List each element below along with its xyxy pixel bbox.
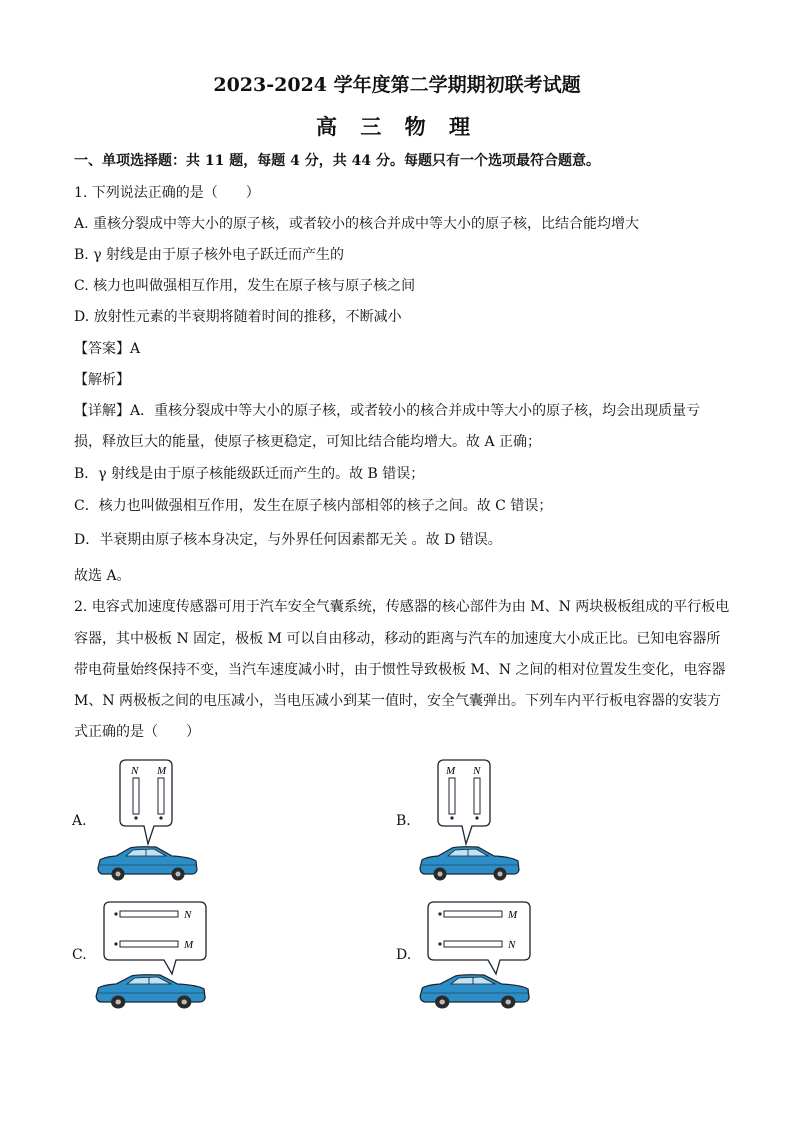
car-icon [420,975,529,1009]
q2-stem-line-4: M、N 两极板之间的电压减小，当电压减小到某一值时，安全气囊弹出。下列车内平行板电容器的安装方 [74,693,722,709]
plate-right-label: M [157,765,167,777]
q2-option-a-label[interactable]: A. [72,813,87,829]
q1-answer: 【答案】A [74,341,141,357]
q1-option-b: B. γ 射线是由于原子核外电子跃迁而产生的 [74,247,345,263]
car-icon [98,847,197,881]
plate-right [158,778,164,814]
q2-stem-line-2: 容器，其中极板 N 固定，极板 M 可以自由移动，移动的距离与汽车的加速度大小成正比。已知电容器所 [74,631,721,647]
exam-title: 2023-2024 学年度第二学期期初联考试题 [213,74,581,96]
q2-stem-line-5: 式正确的是（ ） [74,724,200,740]
car-icon [420,847,519,881]
q1-option-c: C. 核力也叫做强相互作用，发生在原子核与原子核之间 [74,278,416,294]
plate-top [120,911,178,917]
q1-detail-line-3: B．γ 射线是由于原子核能级跃迁而产生的。故 B 错误； [74,466,425,482]
q2-option-c-figure[interactable] [92,900,222,1012]
plate-left [449,778,455,814]
plate-top [444,911,502,917]
plate-right-label: N [473,765,481,777]
q2-option-d-label[interactable]: D. [396,947,412,963]
q1-stem: 1. 下列说法正确的是（ ） [74,185,260,201]
plate-left [133,778,139,814]
plate-top-label: N [184,909,192,921]
plate-bottom [120,941,178,947]
q1-conclusion: 故选 A。 [74,568,131,584]
q2-option-a-figure[interactable] [92,758,212,884]
q1-detail-line-5: D．半衰期由原子核本身决定，与外界任何因素都无关 。故 D 错误。 [74,532,502,548]
q2-option-c-label[interactable]: C. [72,947,87,963]
q1-option-a: A. 重核分裂成中等大小的原子核，或者较小的核合并成中等大小的原子核，比结合能均增大 [74,216,640,232]
q1-detail-line-4: C．核力也叫做强相互作用，发生在原子核内部相邻的核子之间。故 C 错误； [74,498,553,514]
q2-option-d-figure[interactable] [416,900,546,1012]
plate-left-label: N [131,765,139,777]
car-icon [96,975,205,1009]
q2-stem-line-3: 带电荷量始终保持不变，当汽车速度减小时，由于惯性导致极板 M、N 之间的相对位置发生变化，电容器 [74,662,726,678]
q1-analysis-label: 【解析】 [74,372,130,388]
exam-subject: 高 三 物 理 [316,114,478,139]
q2-option-b-figure[interactable] [414,758,534,884]
q1-detail-line-2: 损，释放巨大的能量，使原子核更稳定，可知比结合能均增大。故 A 正确； [74,434,542,450]
plate-bottom-label: N [508,939,516,951]
plate-right [474,778,480,814]
q2-stem-line-1: 2. 电容式加速度传感器可用于汽车安全气囊系统，传感器的核心部件为由 M、N 两块极板组成的平行板电 [74,599,730,615]
section-heading: 一、单项选择题：共 11 题，每题 4 分，共 44 分。每题只有一个选项最符合题意。 [74,153,600,169]
q1-option-d: D. 放射性元素的半衰期将随着时间的推移，不断减小 [74,309,402,325]
plate-top-label: M [508,909,518,921]
plate-bottom [444,941,502,947]
q1-detail-line-1: 【详解】A．重核分裂成中等大小的原子核，或者较小的核合并成中等大小的原子核，均会出现质量亏 [74,403,701,419]
plate-bottom-label: M [184,939,194,951]
q2-option-b-label[interactable]: B. [396,813,411,829]
plate-left-label: M [446,765,456,777]
